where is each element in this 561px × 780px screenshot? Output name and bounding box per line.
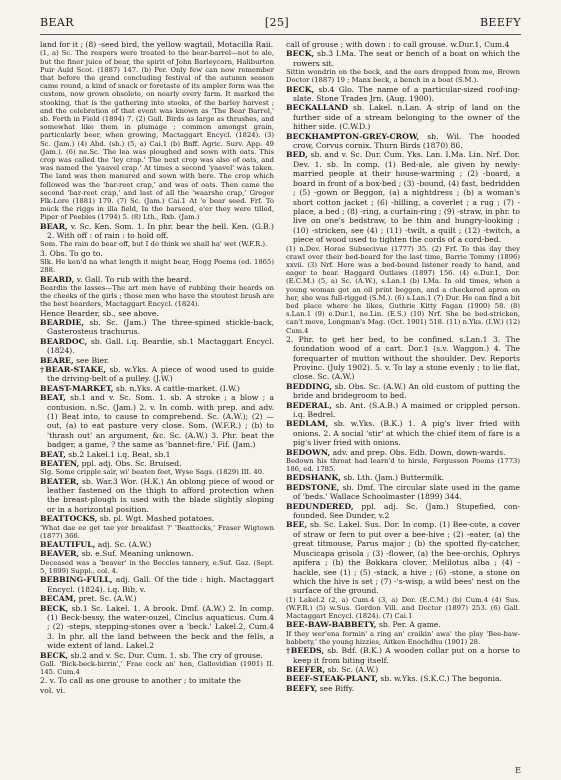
headword: BEDERAL, xyxy=(286,400,332,410)
citation-text xyxy=(286,245,520,335)
entry-text: sb. Obs. Sc. (A.W.) An old custom of putting the bride and bridegroom to bed. xyxy=(293,381,520,401)
entry-text: (1, a) Sc. The reapers were treated to the bear-barrel—not to ale, but the finer juice of bear, the spirit of John Barleycorn, Haliburton Puir Auld Scot. (1887) 147. (b) Per. Only few can now remember that before the grand concluding festival of the autumn season came round, a kind of snack or foretaste of its ampler form was the custom, now grown obsolete, on nearly every farm. It marked the stooking, that is the gathering into stooks, of the barley harvest ; and the celebration of that event was known as 'The Bear Barrel,' sb. Forth in Field (1894) 7. (2) Gall. Birds as large as thrushes, and somewhat like them in plumage ; common amongst grain, particularly beer, when growing, Mactaggart Encycl. (1824). (3) Sc. (Jam.) (4) Abd. (sb.) (5, a) Cai.1 (b) Bnff. Agric. Surv. App. 49 (Jam.). (6) ne.Sc. The lea was ploughed and sown with oats. This crop was called the 'ley crap.' The next crop was also of oats, and was named the 'yaavel crap.' At times a second 'yaavel' was taken. The land was then manured and sown with bere. The crop which followed was the 'bar-reet crap,' and was of oats. Then came the second 'bar-reet crap,' and last of all the 'waarshe crap,' Gregor Flk-Lore (1881) 179. (7) Sc. (Jam.) Cai.1 At 'e bear seed. Frf. To muck the riggs in illa field, In the barseed, e'er they were tilled, Piper of Peebles (1794) 5. (8) Lth., Rxb. (Jam.) xyxy=(40,49,274,222)
dictionary-entry xyxy=(40,575,274,594)
dictionary-entry xyxy=(286,684,520,693)
citation-text xyxy=(40,660,274,676)
entry-text: sb. Gall. i.q. Beardie, sb.1 Mactaggart Encycl. (1824). xyxy=(47,336,274,356)
dictionary-entry xyxy=(286,132,520,151)
citation-text xyxy=(40,468,274,476)
dictionary-entry xyxy=(286,473,520,482)
dictionary-entry xyxy=(40,356,274,365)
dictionary-entry xyxy=(286,520,520,595)
entry-text: v. Sc. Ken. Som. 1. In phr. bear the bell. Ken. (G.B.) 2. With off : of rain : to hold off. xyxy=(47,221,274,241)
citation-text xyxy=(40,524,274,540)
dictionary-entry xyxy=(286,40,520,49)
headword: BECK, xyxy=(40,650,69,660)
entry-text: adj. Sc. (A.W.) xyxy=(97,540,152,550)
entry-text: Slk. He ken'd na what length it might bear, Hogg Poems (ed. 1865) 288. xyxy=(40,258,274,275)
entry-text: sb. Dmf. The circular slate used in the game of 'beds.' Wallace Schoolmaster (1899) 344. xyxy=(293,482,520,502)
headword: BECK, xyxy=(286,84,315,94)
entry-text: Som. The rain do bear off, but I do think we shall ha' wet (W.F.R.). xyxy=(40,240,268,249)
headword: BEATEN, xyxy=(40,459,80,469)
entry-text: sb.4 Glo. The name of a particular-sized roof-ing-slate. Stone Trades Jrn. (Aug. 1900). xyxy=(293,84,520,104)
citation-text xyxy=(286,630,520,646)
citation-text xyxy=(40,284,274,309)
dictionary-entry xyxy=(286,103,520,131)
header-rule xyxy=(40,34,521,35)
dictionary-entry xyxy=(40,651,274,660)
entry-text: sb. n.Yks. A cattle-market. (I.W.) xyxy=(115,383,240,393)
dictionary-entry xyxy=(286,401,520,420)
entry-text: (1) n.Dev. Horae Subsecivae (1777) 35. (2) Frf. To this day they crawl over their bed-board for the last time, Barrie Tommy (1896) xxvii. (3) Nrf. Here was a bed-bound listener ready to hand, and eager to hear. Haggard Outlaws (1897) 156. (4) e.Dur.1, Dor. (E.C.M.) (5, a) Sc. (A.W.), s.Lan.1 (b) I.Ma. In old times, when a young woman got an oil print beggon, and a checkered apron on her, she was full-rigged (S.M.). (6) s.Lan.1 (7) Dur. He can find a bit bed place where he likes, Guthrie Kitty Fagan (1900) 58. (8) s.Lan.1 (9) e.Dur.1, ne.Lin. (E.S.) (10) Nrf. She be bed-stricken, can't move, Longman's Mag. (Oct. 1901) 518. (11) n.Yks. (I.W.) (12) Cum.4 xyxy=(286,244,520,335)
dictionary-entry xyxy=(286,620,520,629)
dictionary-entry xyxy=(286,335,520,382)
header-left-word: BEAR xyxy=(40,15,74,29)
citation-text xyxy=(286,457,520,473)
dictionary-entry xyxy=(40,594,274,603)
dictionary-entry xyxy=(286,483,520,502)
entry-text: sb. pl. Wgt. Mashed potatoes. xyxy=(99,514,215,524)
citation-text xyxy=(40,240,274,248)
page-number: [25] xyxy=(264,15,290,29)
entry-text: sb. Lakel. n.Lan. A strip of land on the further side of a stream belonging to the owner of the hither side. (C.W.D.) xyxy=(293,103,520,132)
headword: BECKALLAND xyxy=(286,103,349,113)
header-right-word: BEEFY xyxy=(479,15,521,29)
entry-text: sb. w.Yks. (S.K.C.) The begonia. xyxy=(380,674,502,684)
headword: BEATTOCKS, xyxy=(40,514,98,524)
entry-text: Sittin wondrin on the beck, and the ears dropped from me, Brown Doctor (1887) 19 ; Manx beck, a bench in a boat (S.M.). xyxy=(286,68,520,85)
headword: BEDSHANK, xyxy=(286,473,341,483)
entry-text: sb. Sc. Lakel. Sus. Dor. In comp. (1) Bee-cote, a cover of straw or fern to put over a bee-hive ; (2) -eater, (a) the great titmouse, Parus major ; (b) the spotted fly-catcher, Muscicapa grisola ; (3) -flower, (a) the bee-orchis, Ophrys apifera ; (b) the Bokkara clover, Melilotus alba ; (4) -hackle, see (1) ; (5) -stack, a hive ; (6) -stone, a stone on which the hive is set ; (7) -'s-wisp, a wild bees' nest on the surface of the ground. xyxy=(293,520,520,596)
entry-text: 3. Obs. To go to. xyxy=(40,248,103,258)
entry-text: see Bier. xyxy=(76,355,110,365)
headword: BEARD, xyxy=(40,274,75,284)
entry-text: sb. Ant. (S.A.B.) A maimed or crippled person. i.q. Bedrel. xyxy=(293,400,520,420)
dictionary-entry xyxy=(286,665,520,674)
entry-text: call of grouse ; with down : to call grouse. w.Dur.1, Cum.4 xyxy=(286,40,510,49)
entry-text: If they wer'ena formin' a ring an' craikin' awa' the play 'Bee-baw-babbety,' the young hizzies, Aitken Enochdhu (1901) 28. xyxy=(286,629,520,646)
entry-text: sb. Per. A game. xyxy=(378,620,441,630)
headword: BEAT, xyxy=(40,393,66,403)
dictionary-entry xyxy=(286,502,520,521)
entry-text: pret. Sc. (A.W.) xyxy=(78,594,137,604)
dictionary-entry xyxy=(40,514,274,523)
citation-text xyxy=(286,596,520,621)
headword: BEARDOC, xyxy=(40,336,88,346)
entry-text: sb. Lth. (Jam.) Buttermilk. xyxy=(343,473,445,483)
dictionary-entry xyxy=(40,549,274,558)
dictionary-entry xyxy=(40,365,274,384)
left-column xyxy=(40,40,274,764)
headword: BEBBING-FULL, xyxy=(40,575,113,585)
headword: BEEF-STEAK-PLANT, xyxy=(286,674,378,684)
entry-text: v. Gall. To rub with the beard. xyxy=(76,274,192,284)
headword: BECAM, xyxy=(40,594,77,604)
dictionary-entry xyxy=(40,337,274,356)
entry-text: 2. Phr. to get her bed, to be confined. s.Lan.1 3. The foundation wood of a cart. Dor.1 (s.v. Waggon.) 4. The forequarter of mutton without the shoulder. Dev. Reports Provinc. (July 1902). 5. v. To lay a stone evenly ; to lie flat, close. Sc. (A.W.) xyxy=(286,334,520,382)
entry-text: land for it ; (8) -seed bird, the yellow wagtail, Motacilla Raii. xyxy=(40,40,274,49)
entry-text: Bedown his throat had learn'd to hirsle, Fergusson Poems (1773) 186, ed. 1785. xyxy=(286,457,520,474)
headword: BECK, xyxy=(286,49,315,59)
entry-text: Slg. Some cripple sair, wi' beaten feet, Wyse Sags. (1829) III. 40. xyxy=(40,468,265,477)
headword: BEATER, xyxy=(40,476,80,486)
entry-text: sb.1 and v. Sc. Som. 1. sb. A stroke ; a blow ; a contusion. n.Sc. (Jam.) 2. v. In comb. with prep. and adv. (1) Beat into, to cause to comprehend. Sc. (A.W.); (2) — out, (a) to eat pasture very close. Som. (W.F.R.) ; (b) to 'thrash out' an argument, &c. Sc. (A.W.) 3. Phr. beat the badger, a game, ? the same as 'bannet-fire.' Fif. (Jam.) xyxy=(47,393,274,450)
headword: BEDLAM, xyxy=(286,419,329,429)
entry-text: sb. Sc. (Jam.) The three-spined stickle-back, Gasterosteus trachurus. xyxy=(47,317,274,337)
entry-text: sb. and v. Sc. Dur. Cum. Yks. Lan. I.Ma. Lin. Nrf. Dor. Dev. 1. sb. In comp. (1) Bed-ale, ale given by newly-married people at their house-warming ; (2) -board, a board in front of a box-bed ; (3) -bound, (4) fast, bedridden ; (5) -gown or Beggon, (a) a nightdress ; (b) a woman's short cotton jacket ; (6) -hilling, a coverlet ; a rug ; (7) -place, a bed ; (8) -ring, a curtain-ring ; (9) -straw, in phr. to live on one's bedstraw, to be thin and hungry-looking ; (10) -stricken, see (4) ; (11) -twilt, a quilt ; (12) -twitch, a piece of wood used to tighten the cords of a cord-bed. xyxy=(293,150,520,245)
dictionary-entry xyxy=(40,40,274,49)
dictionary-entry xyxy=(286,646,520,665)
dictionary-entry xyxy=(40,540,274,549)
dictionary-columns xyxy=(40,40,521,764)
entry-text: sb.2 and v. Sc. Dur. Cum. 1. sb. The cry of grouse. xyxy=(70,650,263,660)
dictionary-entry xyxy=(286,674,520,683)
headword: BEARE, xyxy=(40,355,74,365)
entry-text: sb.3 I.Ma. The seat or bench of a boat on which the rowers sit. xyxy=(293,49,520,68)
headword: BECKHAMPTON-GREY-CROW, xyxy=(286,131,420,141)
entry-text: sb. War.3 Wor. (H.K.) An oblong piece of wood or leather fastened on the thigh to afford protection when the breast-plough is used with the blade slightly sloping or in a horizontal position. xyxy=(47,476,274,514)
page-header xyxy=(40,14,521,30)
entry-text: sb. e.Suf. Meaning unknown. xyxy=(81,549,194,559)
citation-text xyxy=(40,49,274,221)
headword: BED, xyxy=(286,150,308,160)
headword: BEEFER, xyxy=(286,664,326,674)
dictionary-entry xyxy=(286,382,520,401)
dictionary-entry xyxy=(40,309,274,318)
headword: BEDUNDERED, xyxy=(286,501,354,511)
headword: BEE, xyxy=(286,520,308,530)
headword: BEAR, xyxy=(40,221,68,231)
entry-text: 'What dae ee get tae yer breakfast ?' 'Beattocks,' Fraser Wigtown (1877) 366. xyxy=(40,523,274,540)
dictionary-entry xyxy=(40,393,274,449)
entry-text: sb. Sc. (A.W.) xyxy=(327,664,379,674)
headword: BEAT, xyxy=(40,449,66,459)
entry-text: Hence Bearder, sb., see above. xyxy=(40,308,159,318)
dictionary-entry xyxy=(286,419,520,447)
entry-text: adv. and prep. Obs. Edb. Down, down-wards. xyxy=(332,447,506,457)
headword: BEARDIE, xyxy=(40,317,85,327)
dictionary-entry xyxy=(40,450,274,459)
entry-text: (1) Lakel.2 (2, a) Cum.4 (3, a) Dor. (E.C.M.) (b) Cum.4 (4) Sus. (W.F.R.) (5) w.Sus. Gordon Vill. and Doctor (1897) 253. (6) Gall. Mactaggart Encycl. (1824). (7) Cai.1 xyxy=(286,595,520,621)
dictionary-entry xyxy=(286,448,520,457)
entry-text: Deceased was a 'beaver' in the Beccles tannery, e.Suf. Gaz. (Sept. 5, 1899) Suppl., col. 4. xyxy=(40,558,274,576)
dictionary-entry xyxy=(40,384,274,393)
headword: BECK, xyxy=(40,603,69,613)
headword: BEEFY, xyxy=(286,683,318,693)
headword: BEAUTIFUL, xyxy=(40,540,96,550)
headword: BEE-BAW-BABBETY, xyxy=(286,620,377,630)
dictionary-entry xyxy=(40,318,274,337)
dictionary-entry xyxy=(286,49,520,68)
headword: †BEAR-STAKE, xyxy=(40,364,106,374)
entry-text: vol. vi. xyxy=(40,685,66,695)
entry-text: sb. w.Yks. A piece of wood used to guide the driving-belt of a pulley. (J.W.) xyxy=(47,364,274,384)
dictionary-entry xyxy=(40,222,274,241)
headword: BEAVER, xyxy=(40,549,80,559)
entry-text: sb. Bdf. (B.K.) A wooden collar put on a horse to keep it from biting itself. xyxy=(293,646,520,665)
dictionary-entry xyxy=(40,249,274,258)
dictionary-entry xyxy=(40,604,274,651)
entry-text: see Biffy. xyxy=(319,683,355,693)
entry-text: sb. Wil. The hooded crow, Corvus cornix. Thurn Birds (1870) 86. xyxy=(293,131,520,151)
entry-text: sb.2 Lakel.1 i.q. Beat, sb.1 xyxy=(68,449,171,459)
catchword: E xyxy=(515,766,521,775)
entry-text: Beardin the lasses—The art men have of rubbing their beards on the cheeks of the girls ; those men who have the stoutest brush are the best bearders, Mactaggart Encycl. (1824). xyxy=(40,283,274,309)
dictionary-entry xyxy=(40,676,274,685)
entry-text: sb.1 Sc. Lakel. 1. A brook. Dmf. (A.W.) 2. In comp. (1) Beck-bessy, the water-ouzel, Cinclus aquaticus. Cum.4 ; (2) -steps, stepping-stones over a 'beck.' Lakel.2, Cum.4 3. In phr. all the land between the beck and the fells, a wide extent of land. Lakel.2 xyxy=(47,603,274,651)
headword: †BEEDS, xyxy=(286,646,325,656)
dictionary-entry xyxy=(286,150,520,244)
dictionary-entry xyxy=(40,275,274,284)
entry-text: ppl. adj. Sc. (Jam.) Stupefied, con-founded. See Dunder, v.2 xyxy=(293,501,520,521)
entry-text: ppl. adj. Obs. Sc. Bruised. xyxy=(81,459,182,469)
entry-text: sb. w.Yks. (B.K.) 1. A pig's liver fried with onions. 2. A social 'stir' at which the chief item of fare is a pig's liver fried with onions. xyxy=(293,419,520,448)
citation-text xyxy=(40,258,274,274)
right-column xyxy=(286,40,520,764)
entry-text: Gall. 'Bick-beck-birrin',' Frae cock an' hen, Gallovidian (1901) II. 145. Cum.4 xyxy=(40,659,274,677)
dictionary-entry xyxy=(40,459,274,468)
citation-text xyxy=(286,68,520,84)
entry-text: 2. v. To call as one grouse to another ; to imitate the xyxy=(40,676,241,686)
headword: BEDSTONE, xyxy=(286,482,340,492)
dictionary-entry xyxy=(40,477,274,515)
dictionary-entry xyxy=(286,85,520,104)
entry-text: adj. Gall. Of the tide : high. Mactaggart Encycl. (1824). i.q. Bib, v. xyxy=(47,575,274,594)
dictionary-entry xyxy=(40,686,274,695)
headword: BEDDING, xyxy=(286,381,332,391)
citation-text xyxy=(40,559,274,575)
headword: BEDOWN, xyxy=(286,447,331,457)
headword: BEAST-MARKET, xyxy=(40,383,114,393)
